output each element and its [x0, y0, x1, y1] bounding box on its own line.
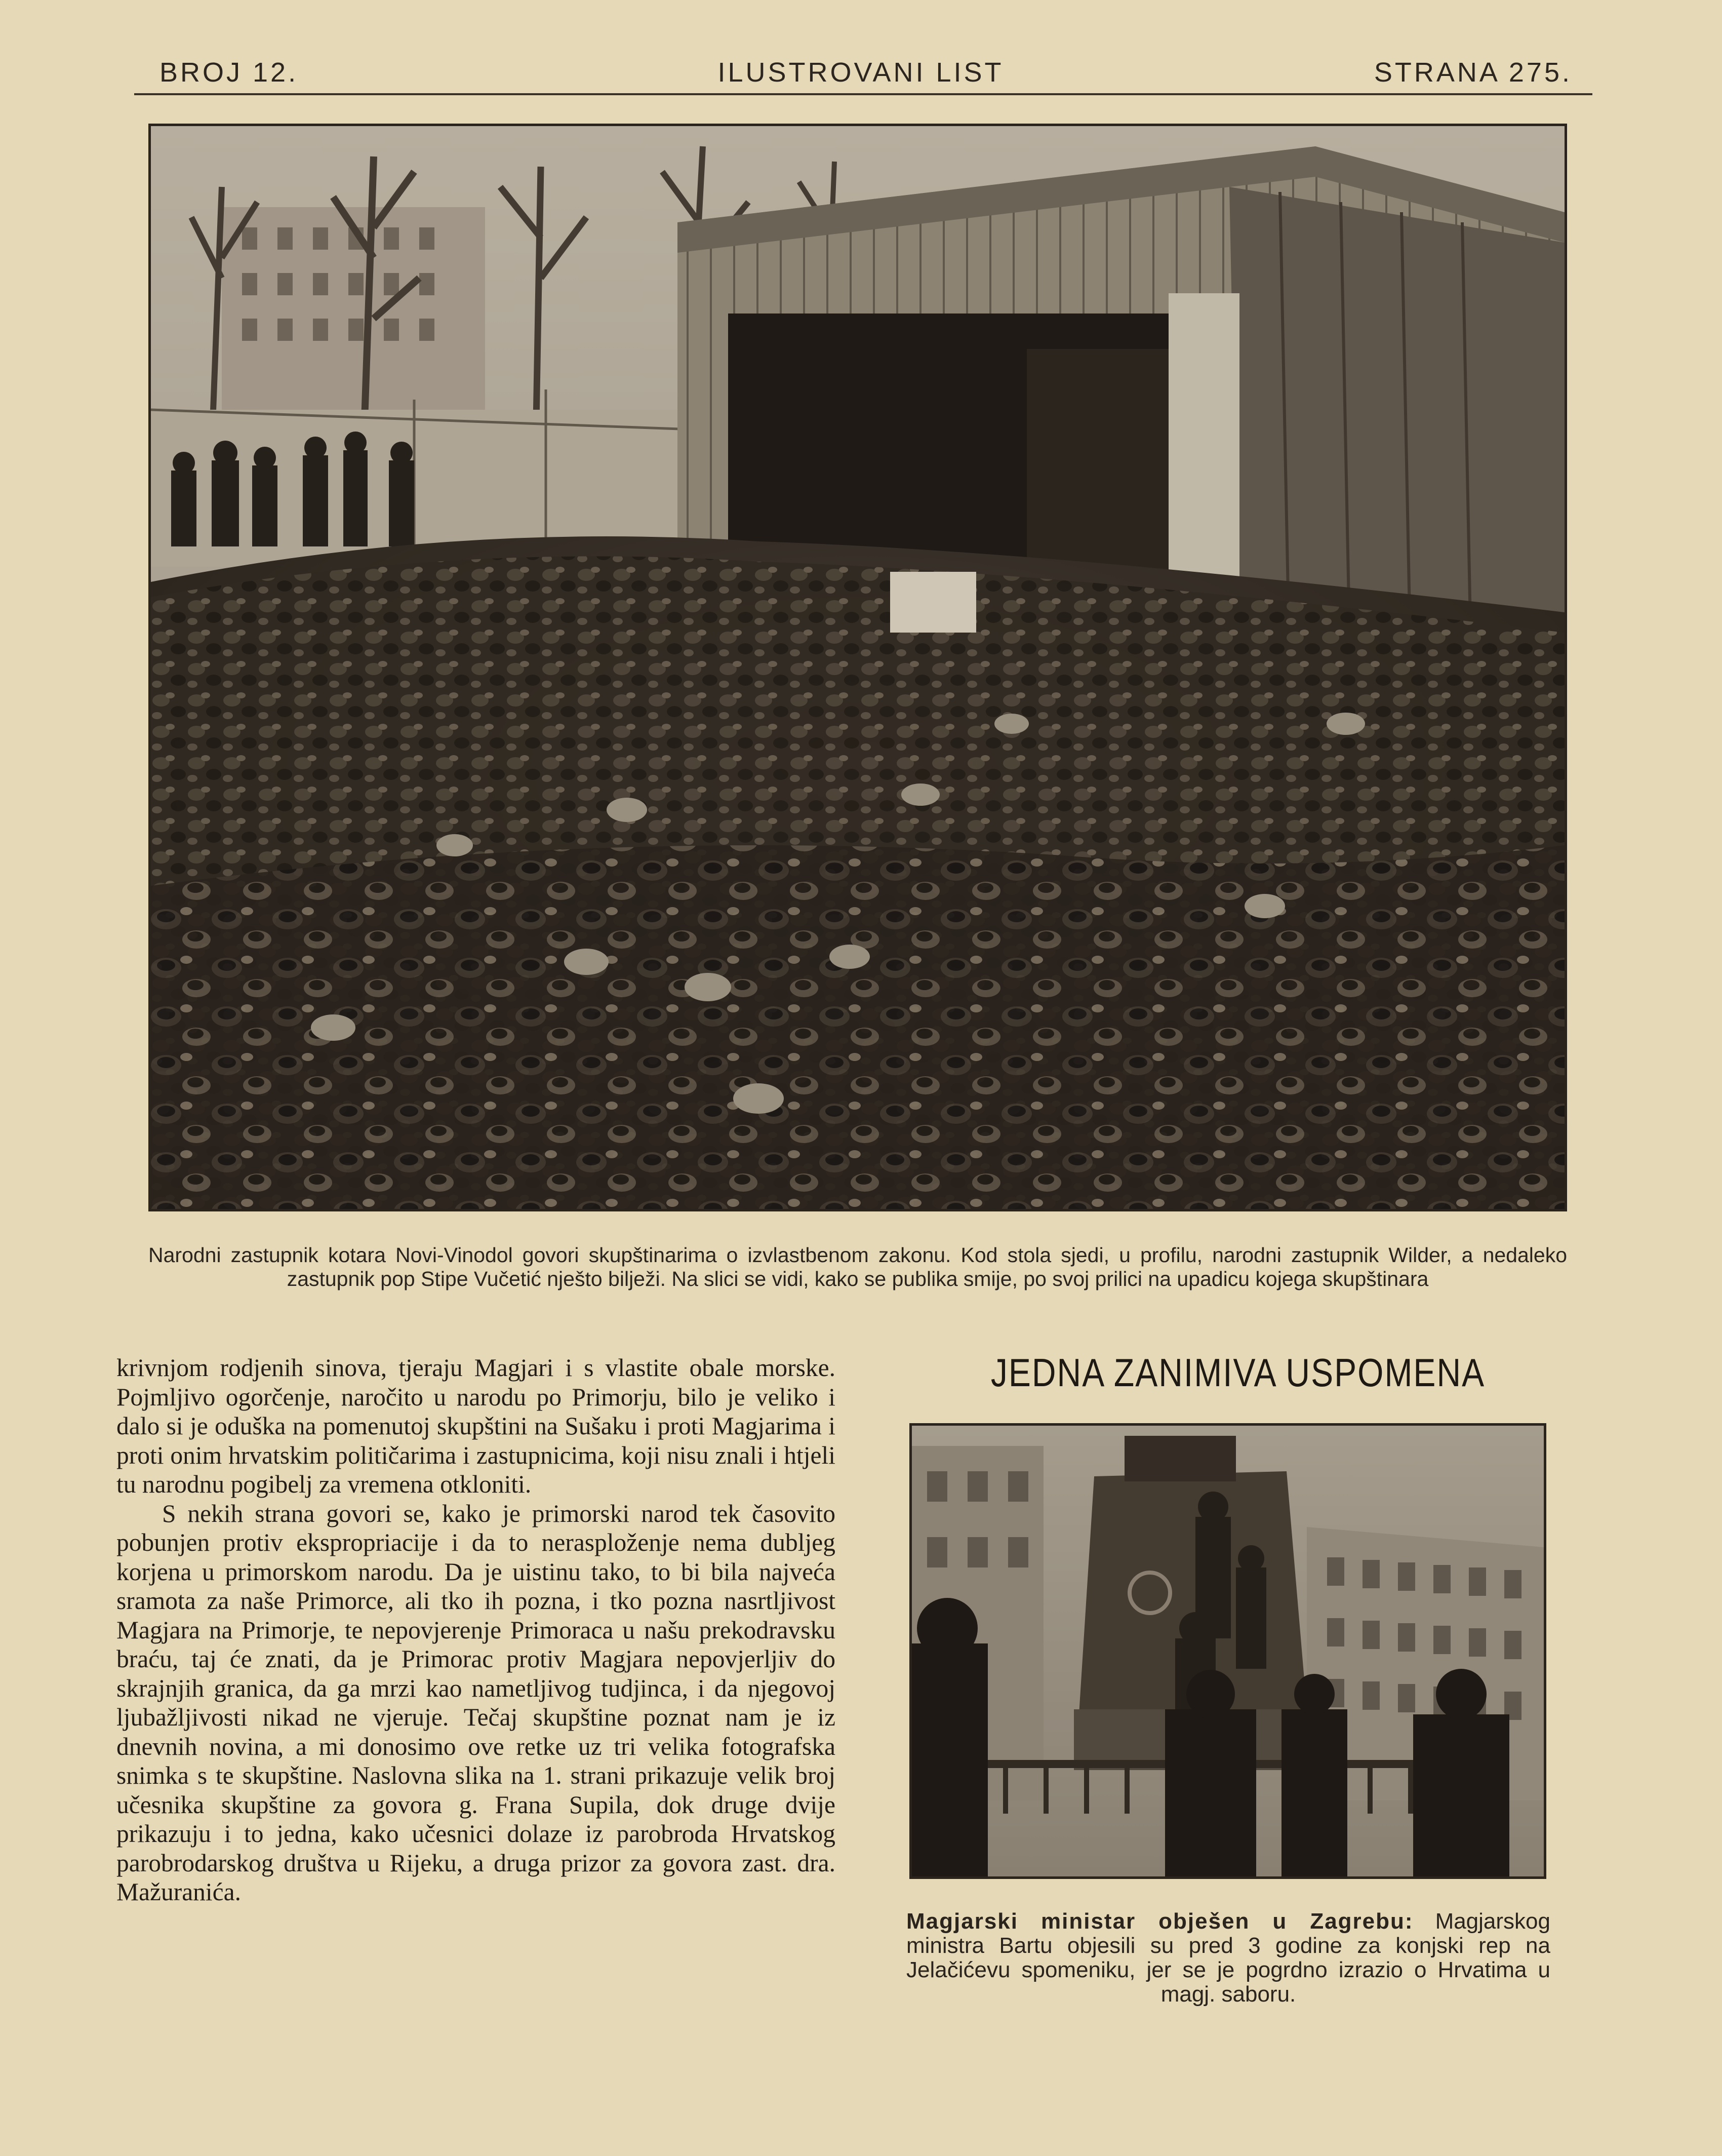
article-paragraph: krivnjom rodjenih sinova, tjeraju Magjari i s vlastite obale morske. Pojmljivo ogorčenje, naročito u narodu po Primorju, bilo je veliko i dalo si je oduška na pomenutoj skupštini na Sušaku i proti Magjarima i proti onim hrvatskim političarima i zastupnicima, koji nisu znali i htjeli tu narodnu pogibelj za vremena otkloniti. [116, 1354, 835, 1498]
article-body [116, 1353, 835, 1907]
monument-photo-caption [906, 1909, 1550, 2007]
sidebar-title: JEDNA ZANIMIVA USPOMENA [990, 1350, 1486, 1395]
caption-text: Magjarskog ministra Bartu objesili su pred 3 godine za konjski rep na Jelačićevu spomeniku, jer se je pogrdno izrazio o Hrvatima u magj. saboru. [906, 1909, 1550, 2007]
caption-heading: Magjarski ministar obješen u Zagrebu: [906, 1909, 1414, 1934]
article-paragraph: S nekih strana govori se, kako je primorski narod tek časovito pobunjen protiv ekspropriacije i da to nerasploženje nema dubljeg korjena u primorskom narodu. Da je uistinu tako, to bi bila najveća sramota za naše Primorce, ali tko ih pozna, i tko pozna nasrtljivost Magjara na Primorje, te nepovjerenje Primoraca u našu prekodravsku braću, taj će znati, da je Primorac protiv Magjara nepovjerljiv do skrajnjih granica, da ga mrzi kao nametljivog tudjinca, i da njegovoj ljubažljivosti nikad ne vjeruje. Tečaj skupštine poznat nam je iz dnevnih novina, a mi donosimo ove retke uz tri velika fotografska snimka s te skupštine. Naslovna slika na 1. strani prikazuje velik broj učesnika skupštine za govora g. Frana Supila, dok druge dvije prikazuju i to jedna, kako učesnici dolaze iz parobroda Hrvatskog parobrodarskog društva u Rijeku, a druga prizor za govora zast. dra. Mažuranića. [116, 1499, 835, 1906]
main-photograph [148, 124, 1567, 1211]
header-rule [134, 93, 1592, 95]
publication-title: ILUSTROVANI LIST [717, 57, 1004, 88]
page-number: STRANA 275. [1374, 57, 1572, 88]
crowd-photo-image [151, 126, 1565, 1209]
issue-number: BROJ 12. [159, 57, 299, 88]
main-photo-caption: Narodni zastupnik kotara Novi-Vinodol govori skupštinarima o izvlastbenom zakonu. Kod stola sjedi, u profilu, narodni zastupnik Wilder, a nedaleko zastupnik pop Stipe Vučetić nješto bilježi. Na slici se vidi, kako se publika smije, po svoj prilici na upadicu kojega skupštinara [148, 1243, 1567, 1290]
running-header [134, 51, 1587, 96]
monument-photo-image [912, 1426, 1544, 1876]
monument-photograph [909, 1423, 1546, 1879]
